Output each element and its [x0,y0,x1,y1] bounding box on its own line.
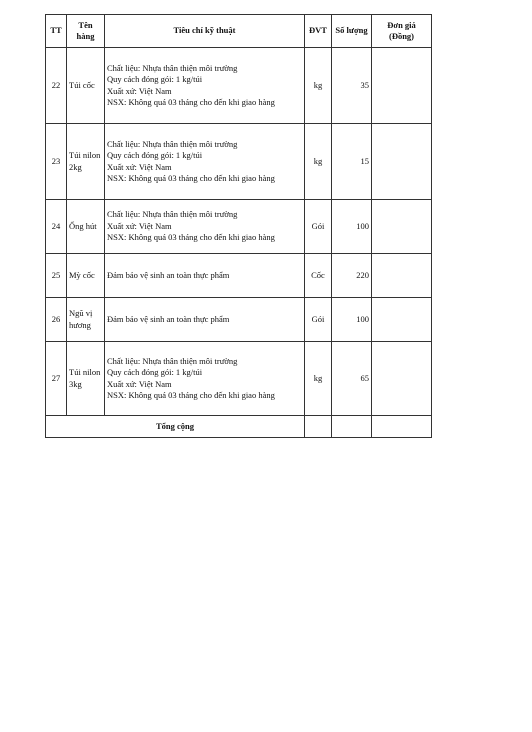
criteria-line: Xuất xứ: Việt Nam [107,378,172,389]
row-name-line: 2kg [69,161,82,172]
row-unit: kg [305,124,332,200]
row-unit: Gói [305,298,332,342]
criteria-line: Chất liệu: Nhựa thân thiện môi trường [107,209,238,220]
table-row [46,254,432,298]
row-price [372,254,432,298]
row-price [372,200,432,254]
row-unit: Gói [305,200,332,254]
row-quantity: 35 [332,48,372,124]
criteria-line: Chất liệu: Nhựa thân thiện môi trường [107,138,238,149]
criteria-line: Quy cách đóng gói: 1 kg/túi [107,150,203,161]
criteria-line: Chất liệu: Nhựa thân thiện môi trường [107,355,238,366]
header-price-line2: (Đồng) [388,31,415,41]
header-price-line1: Đơn giá [387,19,416,30]
criteria-line: Quy cách đóng gói: 1 kg/túi [107,74,203,85]
row-price [372,48,432,124]
row-tt: 23 [46,124,67,200]
criteria-line: NSX: Không quá 03 tháng cho đến khi giao hàng [107,172,275,183]
row-tt: 22 [46,48,67,124]
criteria-line: NSX: Không quá 03 tháng cho đến khi giao hàng [107,96,275,107]
criteria-line: Xuất xứ: Việt Nam [107,220,172,231]
row-quantity: 100 [332,298,372,342]
criteria-line: NSX: Không quá 03 tháng cho đến khi giao hàng [107,232,275,243]
criteria-line: Xuất xứ: Việt Nam [107,161,172,172]
row-criteria [105,254,305,298]
row-tt: 24 [46,200,67,254]
criteria-line: Đảm bảo vệ sinh an toàn thực phẩm [107,269,230,280]
row-name [67,342,105,416]
row-name-line: Túi nilon [69,367,101,378]
row-name-line: Ống hút [69,220,97,231]
row-quantity: 100 [332,200,372,254]
row-tt: 27 [46,342,67,416]
header-tt: TT [46,15,67,48]
table-header-row [46,15,432,48]
criteria-line: Quy cách đóng gói: 1 kg/túi [107,367,203,378]
table-row [46,200,432,254]
row-unit: kg [305,48,332,124]
row-unit: Cốc [305,254,332,298]
row-unit: kg [305,342,332,416]
row-quantity: 15 [332,124,372,200]
row-criteria [105,48,305,124]
row-tt: 26 [46,298,67,342]
header-quantity: Số lượng [332,15,372,48]
header-unit: ĐVT [305,15,332,48]
specification-table [45,14,432,438]
row-price [372,124,432,200]
total-price-cell [372,416,432,438]
header-criteria: Tiêu chí kỹ thuật [105,15,305,48]
row-criteria [105,342,305,416]
row-name-line: Túi nilon [69,150,101,161]
row-name [67,254,105,298]
row-name [67,124,105,200]
header-name: Tên hàng [67,15,105,48]
row-tt: 25 [46,254,67,298]
row-price [372,342,432,416]
total-quantity-cell [332,416,372,438]
row-criteria [105,298,305,342]
row-name [67,298,105,342]
row-name [67,200,105,254]
table-row [46,48,432,124]
criteria-line: Xuất xứ: Việt Nam [107,85,172,96]
total-label: Tổng cộng [46,416,305,438]
criteria-line: Chất liệu: Nhựa thân thiện môi trường [107,62,238,73]
total-row [46,416,432,438]
row-criteria [105,200,305,254]
criteria-line: NSX: Không quá 03 tháng cho đến khi giao hàng [107,389,275,400]
table-row [46,342,432,416]
table-row [46,124,432,200]
row-name-line: Ngũ vị [69,308,93,319]
row-price [372,298,432,342]
total-unit-cell [305,416,332,438]
row-name [67,48,105,124]
row-name-line: hương [69,319,91,330]
criteria-line: Đảm bảo vệ sinh an toàn thực phẩm [107,313,230,324]
row-criteria [105,124,305,200]
row-quantity: 65 [332,342,372,416]
table-row [46,298,432,342]
row-quantity: 220 [332,254,372,298]
header-price [372,15,432,48]
row-name-line: Mỳ cốc [69,269,95,280]
row-name-line: Túi cốc [69,79,95,90]
row-name-line: 3kg [69,378,82,389]
